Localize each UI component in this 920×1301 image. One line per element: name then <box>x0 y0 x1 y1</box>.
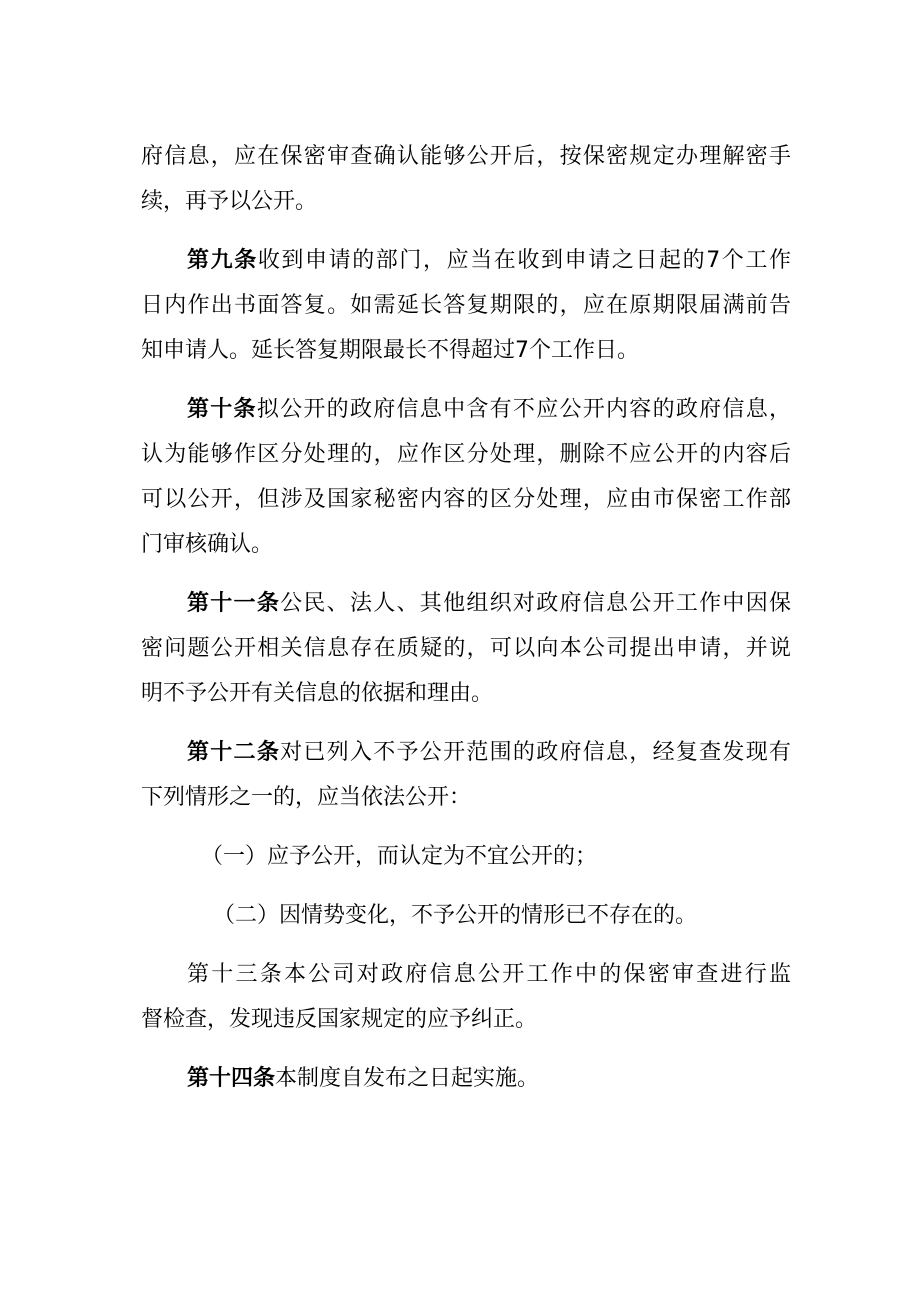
article-14-text: 本制度自发布之日起实施。 <box>275 1066 540 1091</box>
article-12-heading: 第十二条 <box>187 740 281 765</box>
article-12-line-0 <box>141 730 791 775</box>
article-13-line-0: 第十三条本公司对政府信息公开工作中的保密审查进行监 <box>187 962 791 987</box>
paragraph-gap <box>141 938 791 952</box>
paragraph-gap <box>141 879 791 893</box>
paragraph-0-line-0: 府信息，应在保密审查确认能够公开后，按保密规定办理解密手 <box>141 144 791 169</box>
article-9-heading: 第九条 <box>187 248 258 273</box>
article-10-text: 拟公开的政府信息中含有不应公开内容的政府信息， <box>256 397 791 422</box>
article-10-line-0 <box>141 387 791 432</box>
paragraph-gap <box>141 716 791 730</box>
article-11-heading: 第十一条 <box>187 591 281 616</box>
paragraph-0-line-1: 续，再予以公开。 <box>141 189 318 214</box>
paragraph-gap <box>141 373 791 387</box>
list-item-2: （二）因情势变化，不予公开的情形已不存在的。 <box>213 903 698 928</box>
article-11-line-2: 明不予公开有关信息的依据和理由。 <box>141 681 494 706</box>
article-10-line-3: 门审核确认。 <box>141 532 274 557</box>
paragraph-gap <box>141 567 791 581</box>
article-10-heading: 第十条 <box>187 397 257 422</box>
article-11-text: 公民、法人、其他组织对政府信息公开工作中因保 <box>280 591 791 616</box>
article-10-line-2: 可以公开，但涉及国家秘密内容的区分处理，应由市保密工作部 <box>141 487 791 512</box>
document-body <box>141 134 791 1101</box>
article-12-text: 对已列入不予公开范围的政府信息，经复查发现有 <box>280 740 791 765</box>
article-14-line-0 <box>141 1056 791 1101</box>
article-12-line-1: 下列情形之一的，应当依法公开： <box>141 785 472 810</box>
paragraph-gap <box>141 820 791 834</box>
article-9-text: 收到申请的部门，应当在收到申请之日起的7个工作 <box>257 248 791 273</box>
paragraph-gap <box>141 224 791 238</box>
paragraph-gap <box>141 1042 791 1056</box>
article-10-line-1: 认为能够作区分处理的，应作区分处理，删除不应公开的内容后 <box>141 442 791 467</box>
list-item-1: （一）应予公开，而认定为不宜公开的； <box>201 844 598 869</box>
article-11-line-1: 密问题公开相关信息存在质疑的，可以向本公司提出申请，并说 <box>141 636 791 661</box>
article-9-line-1: 日内作出书面答复。如需延长答复期限的，应在原期限届满前告 <box>141 293 791 318</box>
article-11-line-0 <box>141 581 791 626</box>
article-9-line-0 <box>141 238 791 283</box>
article-9-line-2: 知申请人。延长答复期限最长不得超过7个工作日。 <box>141 338 639 363</box>
article-14-heading: 第十四条 <box>187 1066 276 1091</box>
article-13-line-1: 督检查，发现违反国家规定的应予纠正。 <box>141 1007 538 1032</box>
